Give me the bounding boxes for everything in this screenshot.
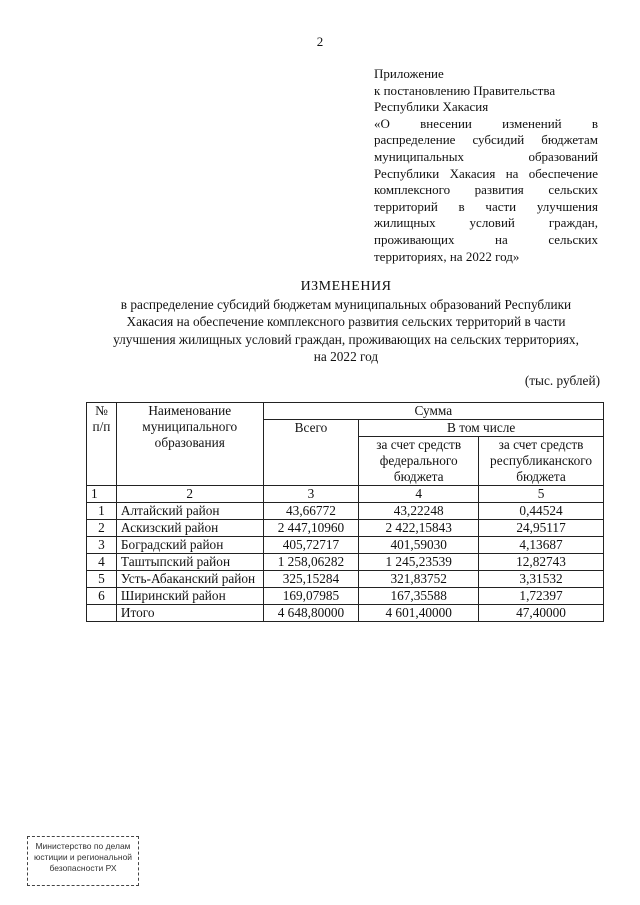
cell-federal: 401,59030: [359, 537, 479, 554]
cell-federal: 321,83752: [359, 571, 479, 588]
stamp-line: Министерство по делам: [35, 841, 131, 851]
cell-total: 4 648,80000: [263, 605, 359, 622]
appendix-block: [374, 66, 598, 265]
cell-federal: 167,35588: [359, 588, 479, 605]
header-republic: за счет средств республиканского бюджета: [479, 437, 604, 486]
cell-name: Аскизский район: [116, 520, 263, 537]
header-total: Всего: [263, 420, 359, 486]
appendix-line: территорий в части улучшения: [374, 198, 598, 214]
table-row: [87, 520, 604, 537]
cell-num: 4: [87, 554, 117, 571]
subsidy-table: [86, 402, 604, 622]
cell-name: Итого: [116, 605, 263, 622]
column-number: 3: [263, 486, 359, 503]
table-row: [87, 537, 604, 554]
document-title: [90, 278, 602, 366]
cell-name: Усть-Абаканский район: [116, 571, 263, 588]
cell-num: 2: [87, 520, 117, 537]
header-federal: за счет средств федерального бюджета: [359, 437, 479, 486]
units-label: (тыс. рублей): [524, 373, 600, 388]
cell-federal: 4 601,40000: [359, 605, 479, 622]
table-row: [87, 554, 604, 571]
cell-total: 2 447,10960: [263, 520, 359, 537]
column-number: 2: [116, 486, 263, 503]
title-heading: ИЗМЕНЕНИЯ: [300, 279, 392, 294]
cell-republic: 3,31532: [479, 571, 604, 588]
column-number: 1: [87, 486, 117, 503]
appendix-line: проживающих на сельских: [374, 231, 598, 247]
appendix-line: «О внесении изменений в: [374, 115, 598, 131]
cell-total: 169,07985: [263, 588, 359, 605]
cell-num: [87, 605, 117, 622]
appendix-line: Приложение: [374, 66, 444, 81]
stamp-line: юстиции и региональной: [33, 852, 133, 862]
cell-republic: 47,40000: [479, 605, 604, 622]
title-line: в распределение субсидий бюджетам муниципальных образований Республики: [120, 296, 572, 312]
appendix-line: территориях, на 2022 год»: [374, 248, 520, 264]
table-row: [87, 588, 604, 605]
cell-num: 5: [87, 571, 117, 588]
appendix-line: муниципальных образований: [374, 148, 598, 164]
appendix-line: Республики Хакасия на обеспечение: [374, 165, 598, 181]
cell-total: 405,72717: [263, 537, 359, 554]
appendix-line: распределение субсидий бюджетам: [374, 132, 598, 148]
total-row: [87, 605, 604, 622]
cell-republic: 1,72397: [479, 588, 604, 605]
stamp-line: безопасности РХ: [49, 863, 117, 873]
header-num: № п/п: [87, 403, 117, 486]
appendix-line: комплексного развития сельских: [374, 182, 598, 198]
ministry-stamp: [27, 836, 139, 886]
cell-republic: 4,13687: [479, 537, 604, 554]
cell-name: Ширинский район: [116, 588, 263, 605]
header-sum: Сумма: [263, 403, 603, 420]
title-line: Хакасия на обеспечение комплексного развития сельских территорий в части: [126, 314, 566, 329]
cell-federal: 2 422,15843: [359, 520, 479, 537]
cell-total: 1 258,06282: [263, 554, 359, 571]
header-including: В том числе: [359, 420, 604, 437]
cell-num: 1: [87, 503, 117, 520]
column-number: 5: [479, 486, 604, 503]
cell-federal: 43,22248: [359, 503, 479, 520]
cell-total: 325,15284: [263, 571, 359, 588]
cell-republic: 12,82743: [479, 554, 604, 571]
cell-num: 6: [87, 588, 117, 605]
header-name: Наименование муниципального образования: [116, 403, 263, 486]
cell-federal: 1 245,23539: [359, 554, 479, 571]
title-line: улучшения жилищных условий граждан, проживающих на сельских территориях,: [113, 331, 579, 347]
cell-name: Алтайский район: [116, 503, 263, 520]
cell-total: 43,66772: [263, 503, 359, 520]
cell-name: Боградский район: [116, 537, 263, 554]
cell-republic: 0,44524: [479, 503, 604, 520]
column-numbers-row: [87, 486, 604, 503]
cell-republic: 24,95117: [479, 520, 604, 537]
page-number: 2: [316, 34, 324, 49]
column-number: 4: [359, 486, 479, 503]
appendix-line: к постановлению Правительства: [374, 82, 556, 98]
appendix-line: Республики Хакасия: [374, 99, 489, 115]
title-line: на 2022 год: [313, 349, 379, 364]
cell-num: 3: [87, 537, 117, 554]
table-row: [87, 571, 604, 588]
cell-name: Таштыпский район: [116, 554, 263, 571]
table-row: [87, 503, 604, 520]
title-text: [90, 296, 602, 366]
appendix-line: жилищных условий граждан,: [374, 215, 598, 231]
